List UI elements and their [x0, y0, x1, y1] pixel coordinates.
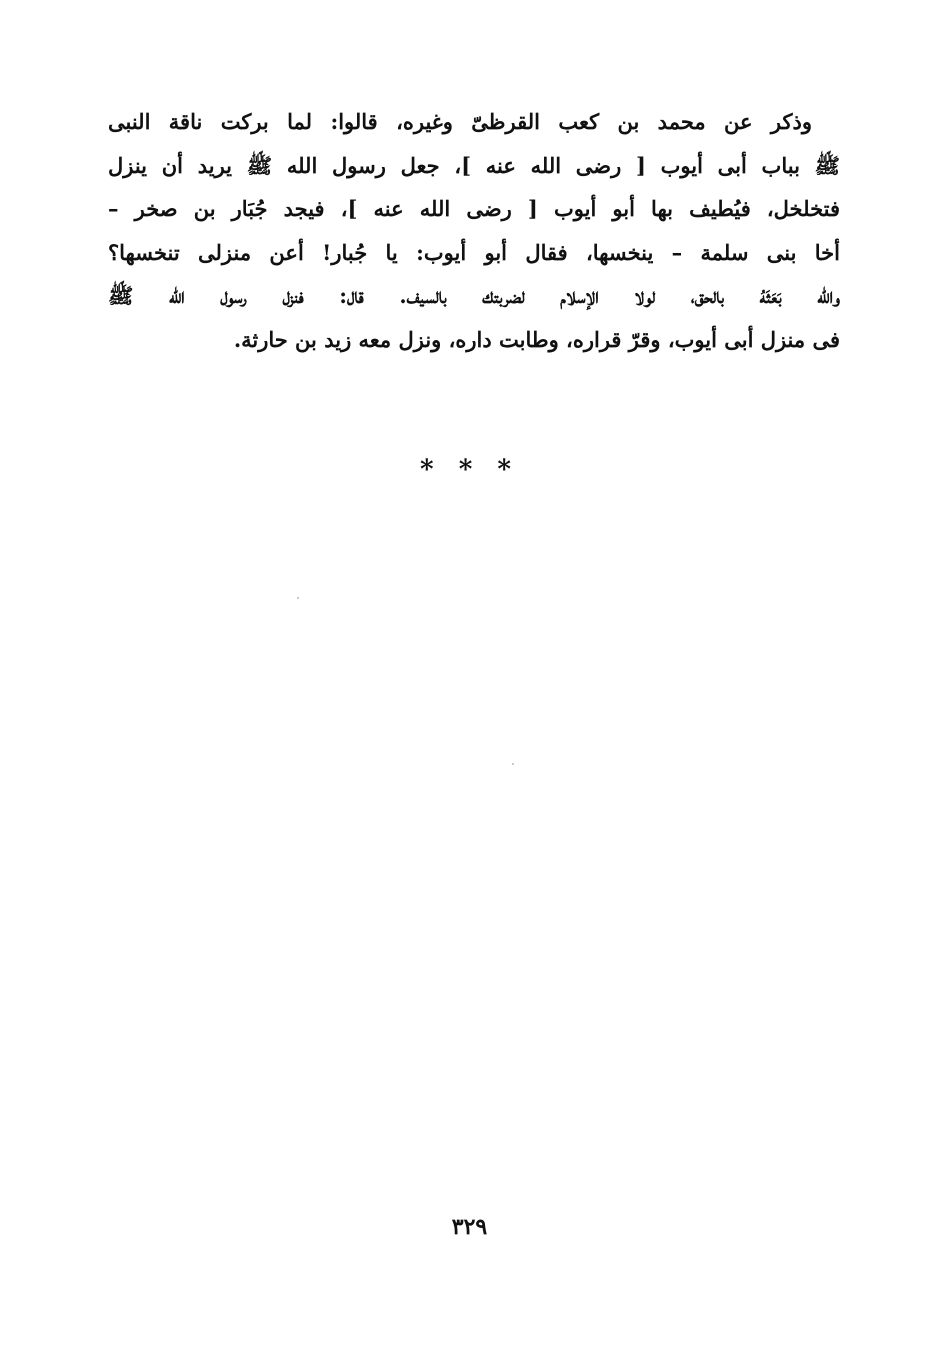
- scan-speck: [297, 597, 299, 599]
- paragraph-line-5: والله بَعَثَهُ بالحق، لولا الإسلام لضربتك بالسيف. قال: فنزل رسول الله ﷺ: [108, 283, 840, 308]
- paragraph-line-2: ﷺ بباب أبى أيوب [ رضى الله عنه ]، جعل رسول الله ﷺ يريد أن ينزل: [108, 152, 840, 178]
- scan-speck: [512, 763, 514, 765]
- body-paragraph: [108, 100, 840, 361]
- page-number: ٣٢٩: [451, 1214, 488, 1240]
- paragraph-line-1: وذكر عن محمد بن كعب القرظىّ وغيره، قالوا: لما بركت ناقة النبى: [108, 109, 812, 134]
- paragraph-line-3: فتخلخل، فيُطيف بها أبو أيوب [ رضى الله عنه ]، فيجد جُبَار بن صخر –: [108, 196, 840, 221]
- section-separator: * * *: [420, 455, 519, 485]
- paragraph-line-4: أخا بنى سلمة – ينخسها، فقال أبو أيوب: يا جُبار! أعن منزلى تنخسها؟: [108, 239, 840, 265]
- paragraph-line-6: فى منزل أبى أيوب، وقرّ قراره، وطابت داره، ونزل معه زيد بن حارثة.: [233, 326, 840, 352]
